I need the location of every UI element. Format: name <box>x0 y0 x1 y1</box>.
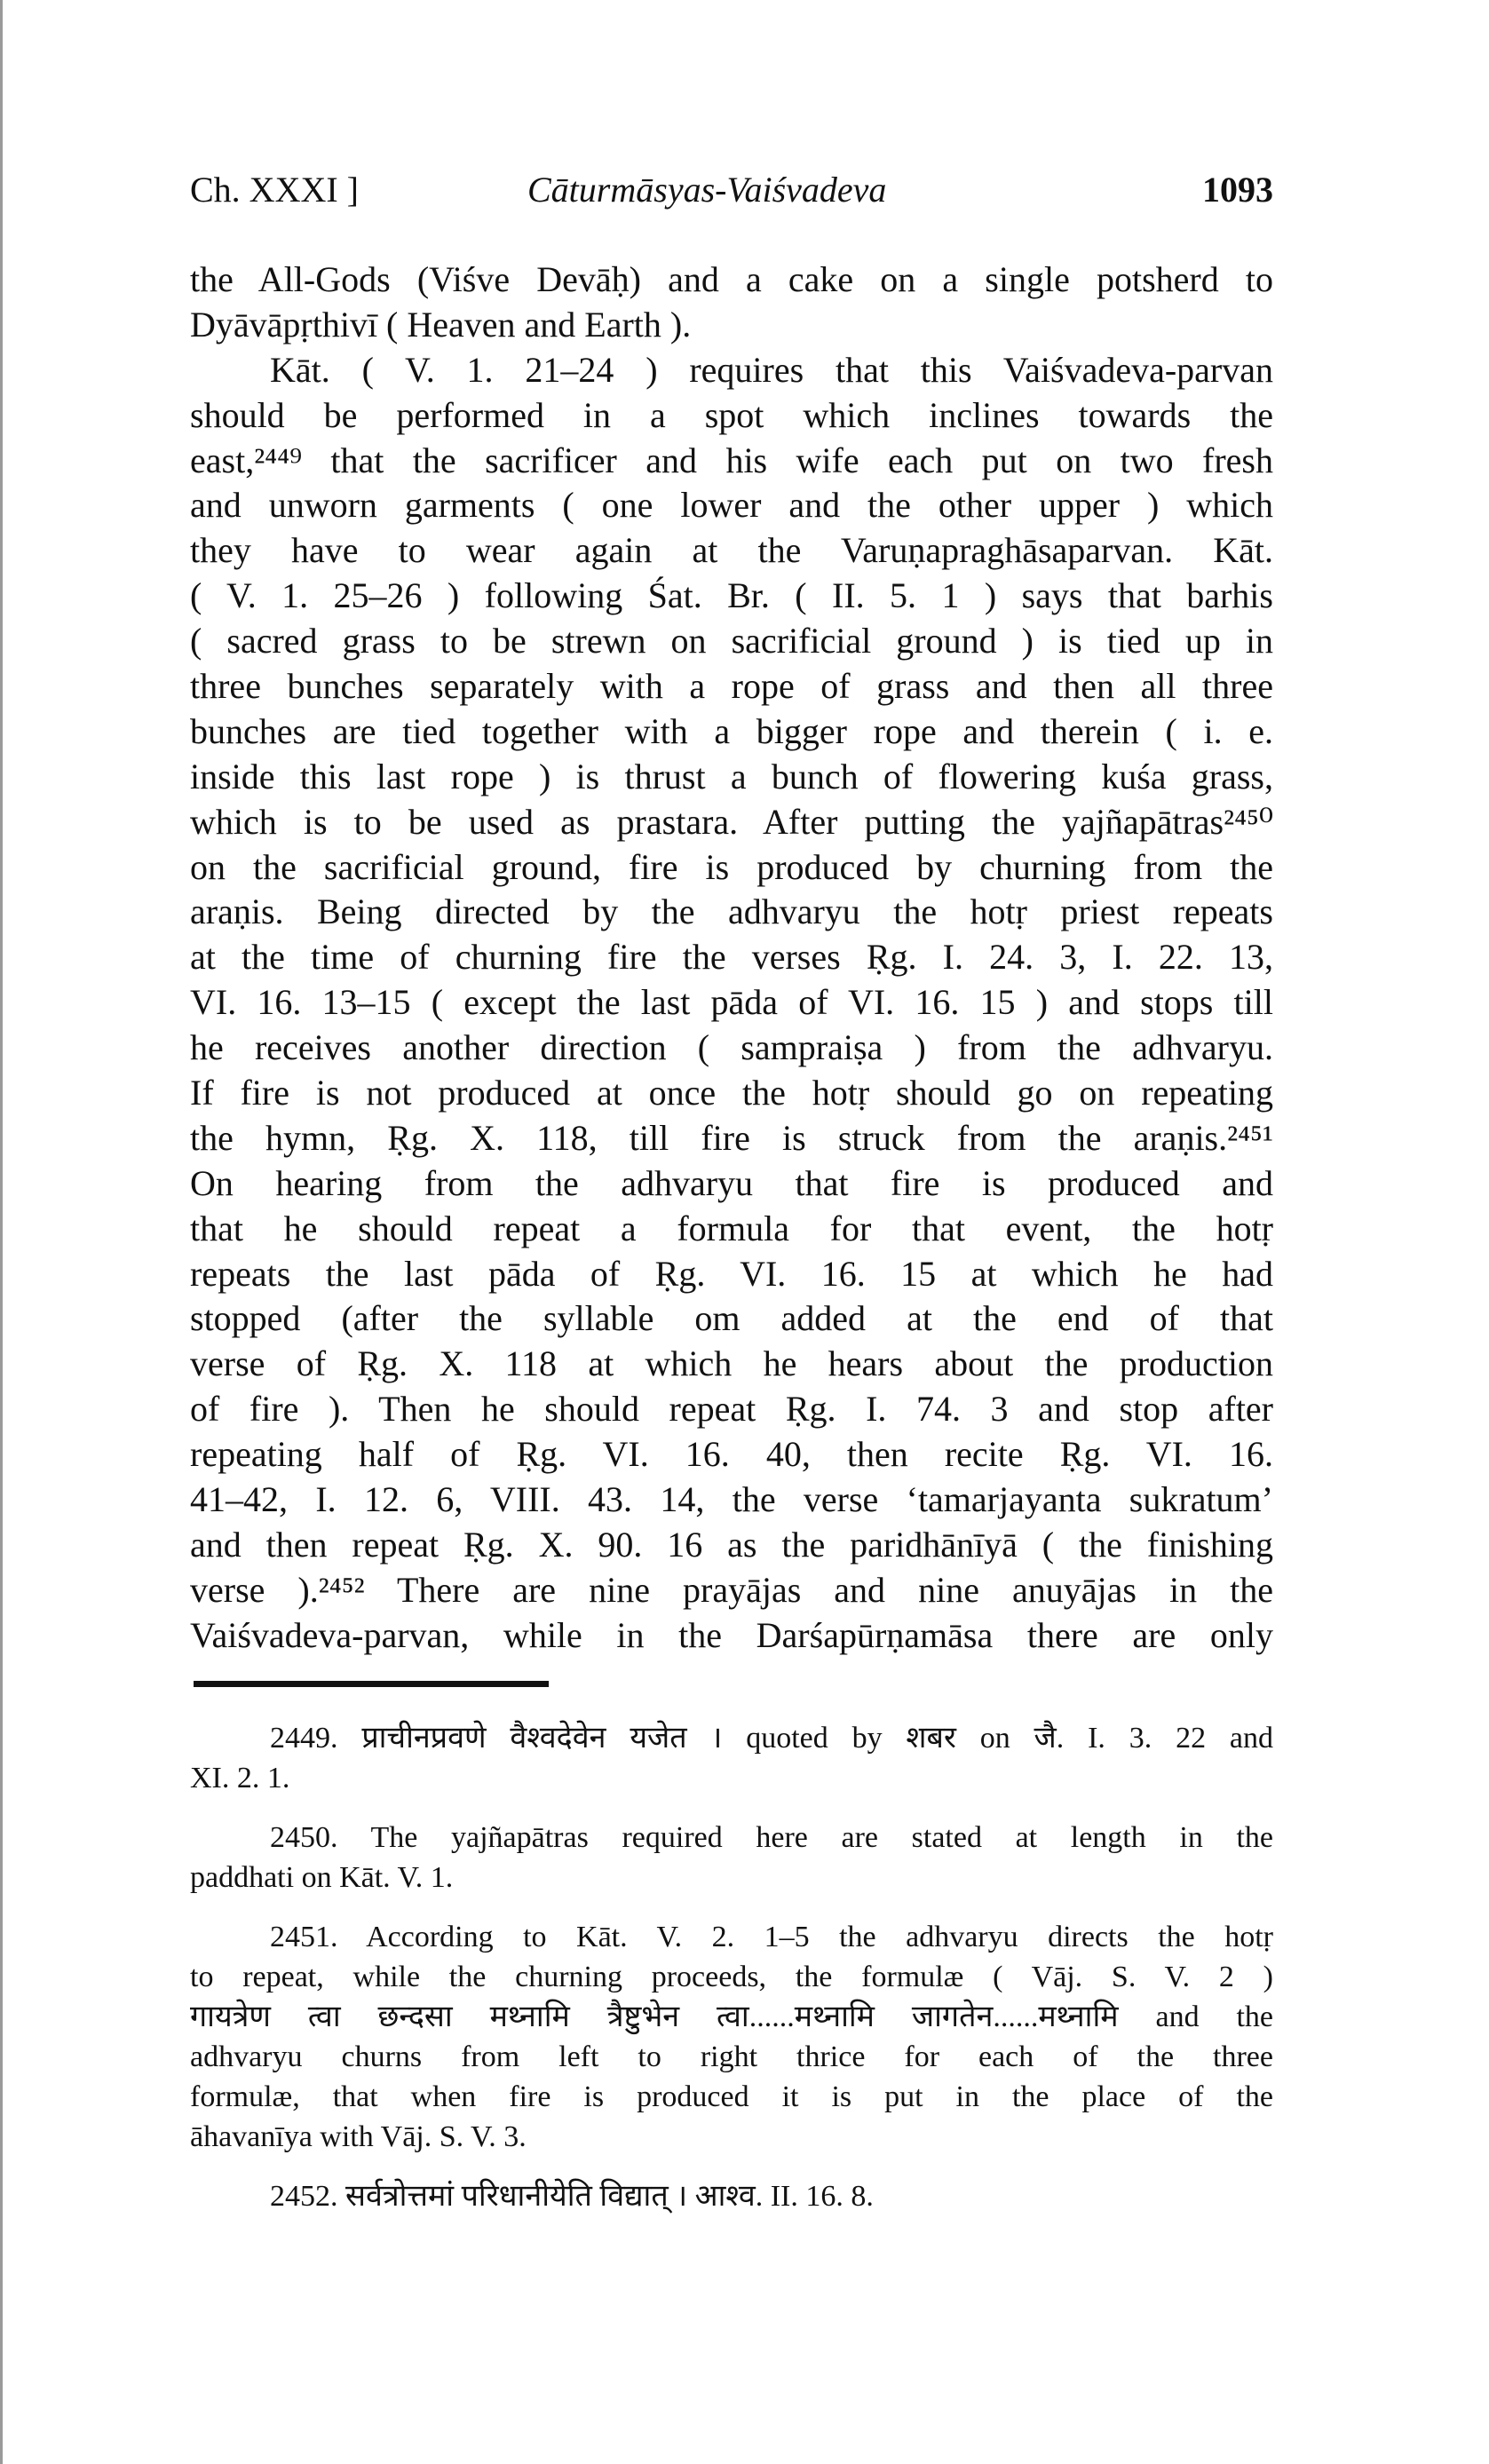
text-line: Kāt. ( V. 1. 21–24 ) requires that this Vaiśvadeva-parvan <box>270 349 1273 390</box>
text-line: araṇis. Being directed by the adhvaryu the hotṛ priest repeats <box>190 891 1273 932</box>
text-line: inside this last rope ) is thrust a bunch of flowering kuśa grass, <box>190 756 1273 796</box>
footnote-line: 2450. The yajñapātras required here are stated at length in the <box>270 1821 1273 1854</box>
footnote-line: 2452. सर्वत्रोत्तमां परिधानीयेति विद्यात् । आश्व. II. 16. 8. <box>270 2180 874 2213</box>
text-line: ( V. 1. 25–26 ) following Śat. Br. ( II. 5. 1 ) says that barhis <box>190 575 1273 616</box>
footnotes <box>190 1718 1273 2236</box>
text-line: ( sacred grass to be strewn on sacrificial ground ) is tied up in <box>190 621 1273 662</box>
text-line: and unworn garments ( one lower and the other upper ) which <box>190 485 1273 526</box>
footnote-line: paddhati on Kāt. V. 1. <box>190 1861 454 1894</box>
footnote-rule <box>194 1681 549 1687</box>
footnote-line: XI. 2. 1. <box>190 1762 290 1795</box>
text-line: If fire is not produced at once the hotṛ should go on repeating <box>190 1073 1273 1113</box>
text-line: should be performed in a spot which inclines towards the <box>190 394 1273 435</box>
text-line: they have to wear again at the Varuṇapraghāsaparvan. Kāt. <box>190 530 1273 571</box>
footnote <box>190 1917 1273 2157</box>
footnote-line: 2449. प्राचीनप्रवणे वैश्वदेवेन यजेत । quoted by शबर on जै. I. 3. 22 and <box>270 1722 1273 1755</box>
footnote-line: गायत्रेण त्वा छन्दसा मथ्नामि त्रैष्टुभेन त्वा......मथ्नामि जागतेन......मथ्नामि and the <box>190 2001 1273 2033</box>
text-line: he receives another direction ( sampraiṣa ) from the adhvaryu. <box>190 1027 1273 1068</box>
main-text <box>190 257 1273 1659</box>
footnote-line: formulæ, that when fire is produced it is put in the place of the <box>190 2080 1273 2113</box>
text-line: at the time of churning fire the verses Ṛg. I. 24. 3, I. 22. 13, <box>190 937 1273 978</box>
footnote-line: to repeat, while the churning proceeds, the formulæ ( Vāj. S. V. 2 ) <box>190 1961 1273 1993</box>
footnote-line: adhvaryu churns from left to right thrice for each of the three <box>190 2040 1273 2073</box>
chapter-label: Ch. XXXI ] <box>190 170 359 210</box>
text-line: verse ).²⁴⁵² There are nine prayājas and nine anuyājas in the <box>190 1569 1273 1610</box>
text-line: three bunches separately with a rope of grass and then all three <box>190 666 1273 707</box>
text-line: on the sacrificial ground, fire is produced by churning from the <box>190 846 1273 887</box>
text-line: VI. 16. 13–15 ( except the last pāda of VI. 16. 15 ) and stops till <box>190 982 1273 1023</box>
text-line: which is to be used as prastara. After putting the yajñapātras²⁴⁵⁰ <box>190 801 1273 842</box>
running-title: Cāturmāsyas-Vaiśvadeva <box>527 170 887 210</box>
text-line: stopped (after the syllable om added at the end of that <box>190 1298 1273 1339</box>
text-line: of fire ). Then he should repeat Ṛg. I. 74. 3 and stop after <box>190 1389 1273 1430</box>
text-line: repeating half of Ṛg. VI. 16. 40, then recite Ṛg. VI. 16. <box>190 1434 1273 1475</box>
text-line: Dyāvāpṛthivī ( Heaven and Earth ). <box>190 304 692 345</box>
footnote <box>190 2176 1273 2216</box>
text-line: the hymn, Ṛg. X. 118, till fire is struck from the araṇis.²⁴⁵¹ <box>190 1117 1273 1158</box>
text-line: and then repeat Ṛg. X. 90. 16 as the paridhānīyā ( the finishing <box>190 1524 1273 1565</box>
text-line: that he should repeat a formula for that event, the hotṛ <box>190 1208 1273 1248</box>
footnote-line: 2451. According to Kāt. V. 2. 1–5 the adhvaryu directs the hotṛ <box>270 1921 1273 1953</box>
page-number: 1093 <box>1202 170 1273 210</box>
text-line: bunches are tied together with a bigger rope and therein ( i. e. <box>190 710 1273 751</box>
text-line: the All-Gods (Viśve Devāḥ) and a cake on a single potsherd to <box>190 259 1273 299</box>
running-header <box>190 169 1273 222</box>
text-line: 41–42, I. 12. 6, VIII. 43. 14, the verse ‘tamarjayanta sukratum’ <box>190 1479 1273 1520</box>
text-line: Vaiśvadeva-parvan, while in the Darśapūrṇamāsa there are only <box>190 1614 1273 1655</box>
footnote <box>190 1718 1273 1798</box>
footnote-line: āhavanīya with Vāj. S. V. 3. <box>190 2120 527 2153</box>
text-line: On hearing from the adhvaryu that fire is produced and <box>190 1162 1273 1203</box>
footnote <box>190 1818 1273 1898</box>
text-line: verse of Ṛg. X. 118 at which he hears about the production <box>190 1343 1273 1384</box>
text-line: east,²⁴⁴⁹ that the sacrificer and his wife each put on two fresh <box>190 440 1273 480</box>
page-edge <box>0 0 3 2464</box>
text-line: repeats the last pāda of Ṛg. VI. 16. 15 at which he had <box>190 1253 1273 1294</box>
